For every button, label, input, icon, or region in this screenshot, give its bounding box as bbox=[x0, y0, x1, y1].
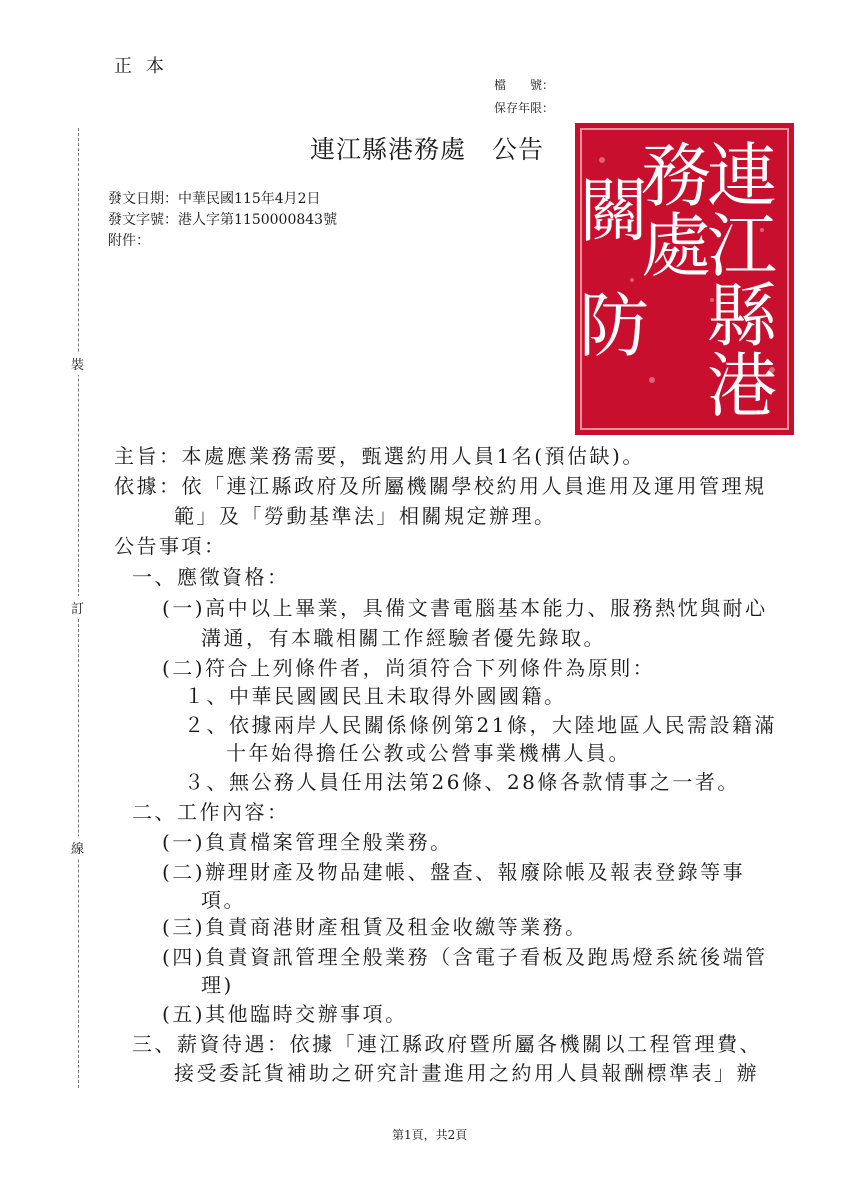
binding-mark-xian: 線 bbox=[71, 836, 84, 859]
official-seal-image bbox=[572, 120, 797, 438]
job-item-4: (四)負責資訊管理全般業務（含電子看板及跑馬燈系統後端管 bbox=[162, 945, 768, 969]
basis-line-2: 範」及「勞動基準法」相關規定辦理。 bbox=[174, 504, 557, 528]
file-number-label: 檔 號： bbox=[494, 78, 555, 92]
svg-text:縣: 縣 bbox=[707, 275, 777, 357]
section-salary: 三、薪資待遇：依據「連江縣政府暨所屬各機關以工程管理費、 bbox=[132, 1032, 762, 1056]
announcement-heading: 公告事項： bbox=[114, 534, 227, 558]
job-item-2: (二)辦理財產及物品建帳、盤查、報廢除帳及報表登錄等事 bbox=[162, 860, 746, 884]
attachment-label: 附件： bbox=[108, 233, 150, 249]
qualification-item-2: (二)符合上列條件者，尚須符合下列條件為原則： bbox=[162, 656, 656, 680]
job-item-1: (一)負責檔案管理全般業務。 bbox=[162, 830, 453, 854]
page-number: 第1頁，共2頁 bbox=[392, 1128, 468, 1142]
svg-text:江: 江 bbox=[707, 205, 777, 287]
condition-3: ３、無公務人員任用法第26條、28條各款情事之一者。 bbox=[184, 770, 740, 794]
binding-mark-zhuang: 裝 bbox=[71, 352, 84, 375]
document-number: 發文字號：港人字第1150000843號 bbox=[108, 212, 338, 228]
section-qualifications: 一、應徵資格： bbox=[132, 565, 290, 589]
condition-1: １、中華民國國民且未取得外國國籍。 bbox=[184, 684, 567, 708]
section-salary-cont: 接受委託貨補助之研究計畫進用之約用人員報酬標準表」辦 bbox=[174, 1061, 759, 1085]
subject-line: 主旨：本處應業務需要，甄選約用人員1名(預估缺)。 bbox=[114, 444, 645, 468]
svg-text:務: 務 bbox=[641, 135, 711, 217]
binding-mark-ding: 訂 bbox=[71, 596, 84, 619]
copy-mark: 正本 bbox=[114, 56, 178, 77]
section-job-content: 二、工作內容： bbox=[132, 800, 290, 824]
svg-text:防: 防 bbox=[579, 285, 649, 367]
job-item-2-cont: 項。 bbox=[201, 888, 246, 912]
issue-date: 發文日期：中華民國115年4月2日 bbox=[108, 191, 321, 207]
job-item-3: (三)負責商港財產租賃及租金收繳等業務。 bbox=[162, 915, 588, 939]
job-item-5: (五)其他臨時交辦事項。 bbox=[162, 1002, 408, 1026]
job-item-4-cont: 理) bbox=[201, 973, 234, 997]
svg-text:連: 連 bbox=[707, 135, 777, 217]
svg-text:關: 關 bbox=[579, 170, 649, 252]
basis-line-1: 依據：依「連江縣政府及所屬機關學校約用人員進用及運用管理規 bbox=[114, 474, 767, 498]
document-title: 連江縣港務處 公告 bbox=[310, 135, 545, 164]
svg-text:港: 港 bbox=[707, 345, 777, 427]
svg-text:處: 處 bbox=[641, 205, 711, 287]
qualification-item-1: (一)高中以上畢業，具備文書電腦基本能力、服務熱忱與耐心 bbox=[162, 596, 768, 620]
qualification-item-1-cont: 溝通，有本職相關工作經驗者優先錄取。 bbox=[201, 626, 606, 650]
retention-period-label: 保存年限： bbox=[494, 101, 555, 115]
condition-2: ２、依據兩岸人民關係條例第21條，大陸地區人民需設籍滿 bbox=[184, 713, 777, 737]
condition-2-cont: 十年始得擔任公教或公營事業機構人員。 bbox=[226, 741, 631, 765]
